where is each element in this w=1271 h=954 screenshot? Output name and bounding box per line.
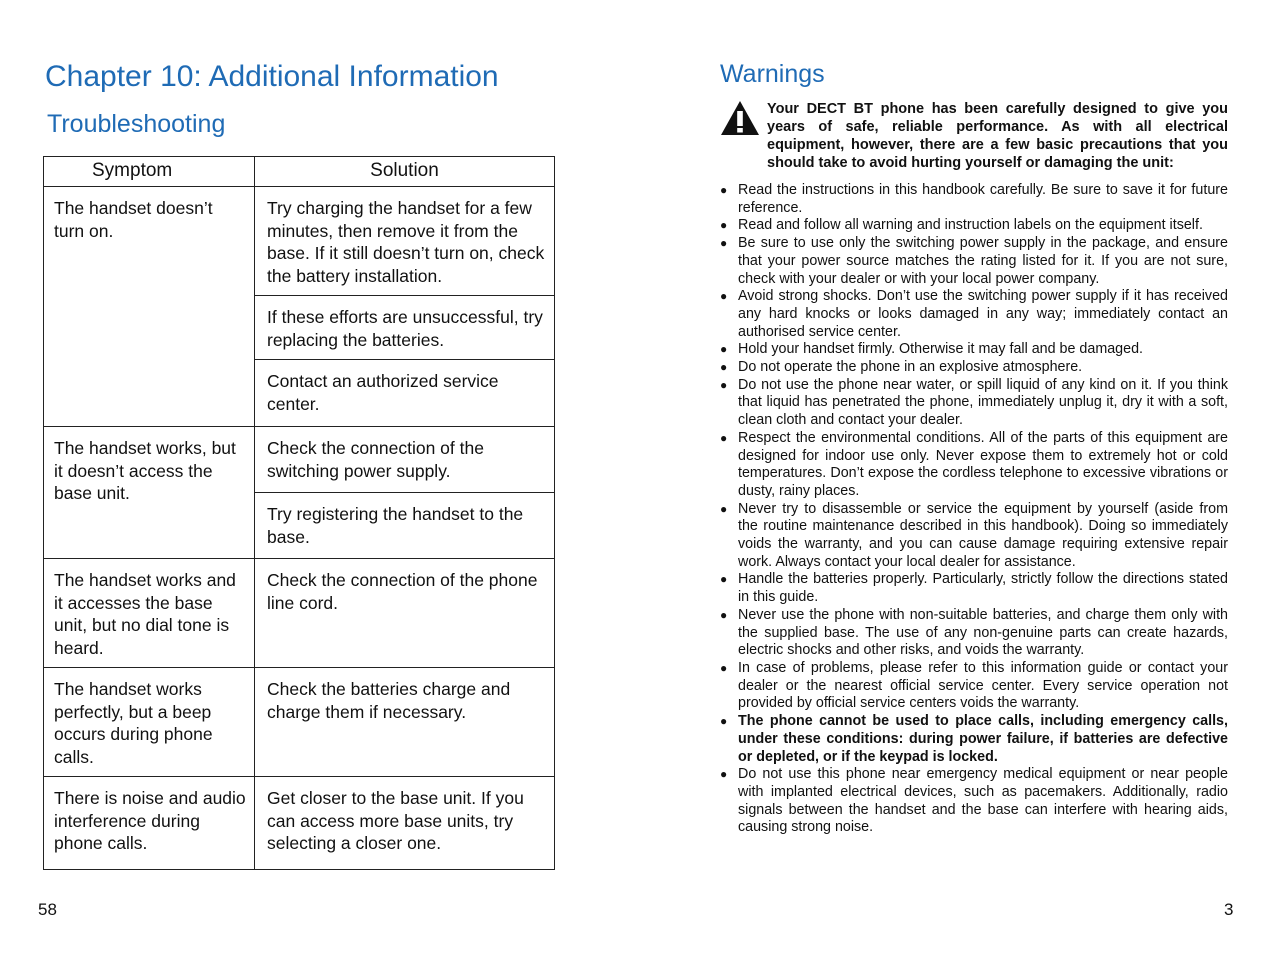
solution-cell: If these efforts are unsuccessful, try replacing the batteries. [255,296,555,360]
solution-cell: Check the batteries charge and charge them if necessary. [255,668,555,777]
list-item-text: Be sure to use only the switching power supply in the package, and ensure that your power source matches the rating listed for it. If you are not sure, check with your dealer or with your local power company. [738,235,1228,287]
table-row [44,777,555,870]
list-item-text: Do not use the phone near water, or spill liquid of any kind on it. If you think that liquid has penetrated the phone, immediately unplug it, dry it with a soft, clean cloth and contact your dealer. [738,376,1228,429]
solution-cell: Get closer to the base unit. If you can access more base units, try selecting a closer one. [255,777,555,870]
list-item [718,607,1228,660]
table-header-row [44,157,555,187]
bullet-icon: ● [720,430,728,445]
right-page [640,0,1271,954]
list-item [718,713,1228,766]
symptom-cell: The handset works, but it doesn’t access the base unit. [44,427,255,559]
list-item-text: In case of problems, please refer to this information guide or contact your dealer or the nearest official service center. Every service operation not provided by official service centers voids the warranty. [738,659,1228,712]
solution-cell: Try charging the handset for a few minutes, then remove it from the base. If it still doesn’t turn on, check the battery installation. [255,187,555,296]
table-row [44,668,555,777]
column-header-solution: Solution [255,157,555,187]
symptom-cell: The handset works and it accesses the base unit, but no dial tone is heard. [44,559,255,668]
section-title-warnings: Warnings [720,60,825,88]
bullet-icon: ● [720,501,728,516]
chapter-title: Chapter 10: Additional Information [45,60,499,93]
page-number-left: 58 [38,900,57,919]
symptom-cell: The handset works perfectly, but a beep occurs during phone calls. [44,668,255,777]
bullet-icon: ● [720,714,728,729]
bullet-icon: ● [720,572,728,587]
solution-cell: Check the connection of the phone line cord. [255,559,555,668]
bullet-icon: ● [720,183,728,197]
list-item-text: Hold your handset firmly. Otherwise it may fall and be damaged. [738,341,1144,358]
list-item [718,359,1228,377]
list-item [718,288,1228,341]
solution-cell: Contact an authorized service center. [255,360,555,427]
warning-triangle-icon [720,100,760,136]
list-item-text: Respect the environmental conditions. All of the parts of this equipment are designed for indoor use only. Never expose them to extremely hot or cold temperatures. Don’t expose the cordless telephone to excessive vibrations or dusty, rainy places. [738,429,1228,499]
left-page [0,0,620,954]
bullet-icon: ● [720,607,728,622]
list-item [718,377,1228,430]
troubleshooting-table [43,156,555,870]
list-item-text: Never try to disassemble or service the equipment by yourself (aside from the routine maintenance described in this handbook). Doing so immediately voids the warranty, and you can cause damage requiring extensive repair work. Always contact your local dealer for assistance. [738,500,1228,570]
list-item [718,571,1228,606]
list-item-text: Read the instructions in this handbook carefully. Be sure to save it for future reference. [738,182,1228,216]
symptom-cell: The handset doesn’t turn on. [44,187,255,427]
list-item [718,430,1228,501]
bullet-icon: ● [720,377,728,392]
list-item [718,235,1228,288]
page-number-right: 3 [1224,900,1234,919]
bullet-icon: ● [720,218,728,233]
bullet-icon: ● [720,236,728,251]
bullet-icon: ● [720,289,728,304]
bullet-icon: ● [720,360,728,375]
list-item [718,501,1228,572]
list-item [718,766,1228,837]
symptom-cell: There is noise and audio interference during phone calls. [44,777,255,870]
bullet-icon: ● [720,342,728,357]
list-item-text: Read and follow all warning and instruction labels on the equipment itself. [738,217,1203,234]
list-item-text: The phone cannot be used to place calls, including emergency calls, under these conditions: during power failure, if batteries are defective or depleted, or if the keypad is locked. [738,713,1228,765]
list-item [718,341,1228,359]
table-row [44,187,555,296]
list-item-text: Never use the phone with non-suitable batteries, and charge them only with the supplied base. The use of any non-genuine parts can create hazards, electric shocks and other risks, and voids the warranty. [738,606,1228,659]
table-row [44,427,555,493]
list-item-text: Do not use this phone near emergency medical equipment or near people with implanted electrical devices, such as pacemakers. Additionally, radio signals between the handset and the base can interfere with hearing aids, causing strong noise. [738,766,1228,836]
list-item-text: Do not operate the phone in an explosive atmosphere. [738,359,1083,376]
list-item [718,182,1228,217]
column-header-symptom: Symptom [44,157,255,187]
section-title-troubleshooting: Troubleshooting [47,110,226,138]
warnings-intro: Your DECT BT phone has been carefully designed to give you years of safe, reliable performance. As with all electrical equipment, however, there are a few basic precautions that you should take to avoid hurting yourself or damaging the unit: [767,101,1228,171]
solution-cell: Try registering the handset to the base. [255,493,555,559]
bullet-icon: ● [720,660,728,675]
solution-cell: Check the connection of the switching power supply. [255,427,555,493]
bullet-icon: ● [720,767,728,782]
warnings-list [718,182,1228,837]
list-item-text: Avoid strong shocks. Don’t use the switching power supply if it has received any hard knocks or looks damaged in any way; immediately contact an authorised service center. [738,288,1228,340]
list-item [718,217,1228,235]
list-item [718,660,1228,713]
table-row [44,559,555,668]
list-item-text: Handle the batteries properly. Particularly, strictly follow the directions stated in this guide. [738,571,1228,606]
